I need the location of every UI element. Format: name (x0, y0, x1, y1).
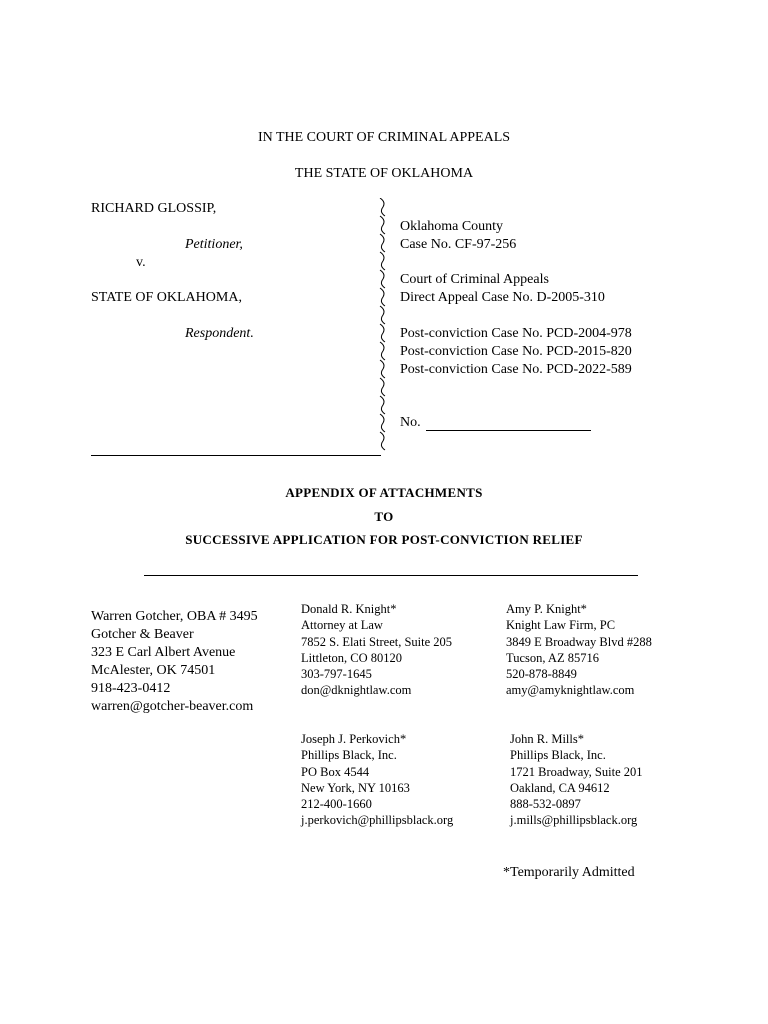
counsel-line: 212-400-1660 (301, 797, 372, 812)
counsel-line: 888-532-0897 (510, 797, 581, 812)
counsel-line: 520-878-8849 (506, 667, 577, 682)
counsel-line: Littleton, CO 80120 (301, 650, 403, 665)
caption-bottom-rule (91, 455, 381, 456)
admission-footnote: *Temporarily Admitted (503, 865, 635, 880)
court-title: IN THE COURT OF CRIMINAL APPEALS (257, 130, 511, 145)
counsel-line: 3849 E Broadway Blvd #288 (506, 634, 652, 649)
versus: v. (136, 255, 146, 270)
state-title: THE STATE OF OKLAHOMA (294, 166, 474, 181)
counsel-email: amy@amyknightlaw.com (506, 683, 635, 698)
petitioner-name: RICHARD GLOSSIP, (91, 201, 217, 216)
counsel-email: don@dknightlaw.com (301, 683, 412, 698)
counsel-line: McAlester, OK 74501 (91, 663, 216, 678)
counsel-line: Attorney at Law (301, 618, 383, 633)
caption-bracket (374, 198, 390, 458)
counsel-line: Amy P. Knight* (506, 602, 587, 616)
counsel-line: Phillips Black, Inc. (510, 748, 606, 763)
counsel-line: New York, NY 10163 (301, 780, 410, 795)
counsel-block-gotcher (91, 608, 258, 716)
post-conviction-case-3: Post-conviction Case No. PCD-2022-589 (400, 362, 632, 377)
appeals-court: Court of Criminal Appeals (400, 272, 549, 287)
counsel-line: Gotcher & Beaver (91, 627, 194, 642)
heading-rule (144, 575, 638, 576)
heading-to: TO (374, 509, 394, 524)
direct-appeal-case: Direct Appeal Case No. D-2005-310 (400, 290, 605, 305)
petitioner-role: Petitioner, (185, 237, 243, 252)
case-number: Case No. CF-97-256 (400, 237, 517, 252)
counsel-line: John R. Mills* (510, 732, 584, 746)
counsel-line: Oakland, CA 94612 (510, 780, 610, 795)
counsel-line: Tucson, AZ 85716 (506, 650, 599, 665)
counsel-block-perkovich (301, 731, 453, 829)
counsel-line: 303-797-1645 (301, 667, 372, 682)
counsel-block-mills (510, 731, 643, 829)
number-label: No. (400, 415, 421, 430)
respondent-role: Respondent. (185, 326, 254, 341)
application-heading: SUCCESSIVE APPLICATION FOR POST-CONVICTION RELIEF (185, 532, 583, 547)
counsel-line: Knight Law Firm, PC (506, 618, 616, 633)
counsel-line: 7852 S. Elati Street, Suite 205 (301, 634, 453, 649)
counsel-line: Donald R. Knight* (301, 602, 397, 616)
counsel-line: 1721 Broadway, Suite 201 (510, 764, 643, 779)
counsel-line: PO Box 4544 (301, 764, 370, 779)
counsel-email: j.perkovich@phillipsblack.org (301, 813, 454, 828)
counsel-line: Joseph J. Perkovich* (301, 732, 407, 746)
counsel-block-dknight (301, 601, 452, 699)
county: Oklahoma County (400, 219, 504, 234)
counsel-line: 918-423-0412 (91, 681, 171, 696)
counsel-line: Warren Gotcher, OBA # 3495 (91, 609, 258, 624)
counsel-line: 323 E Carl Albert Avenue (91, 645, 236, 660)
post-conviction-case-1: Post-conviction Case No. PCD-2004-978 (400, 326, 632, 341)
respondent-name: STATE OF OKLAHOMA, (91, 290, 242, 305)
number-blank-line (426, 430, 591, 431)
counsel-email: j.mills@phillipsblack.org (510, 813, 638, 828)
counsel-line: Phillips Black, Inc. (301, 748, 397, 763)
counsel-block-aknight (506, 601, 652, 699)
appendix-heading: APPENDIX OF ATTACHMENTS (285, 485, 483, 500)
post-conviction-case-2: Post-conviction Case No. PCD-2015-820 (400, 344, 632, 359)
counsel-email: warren@gotcher-beaver.com (91, 699, 254, 714)
